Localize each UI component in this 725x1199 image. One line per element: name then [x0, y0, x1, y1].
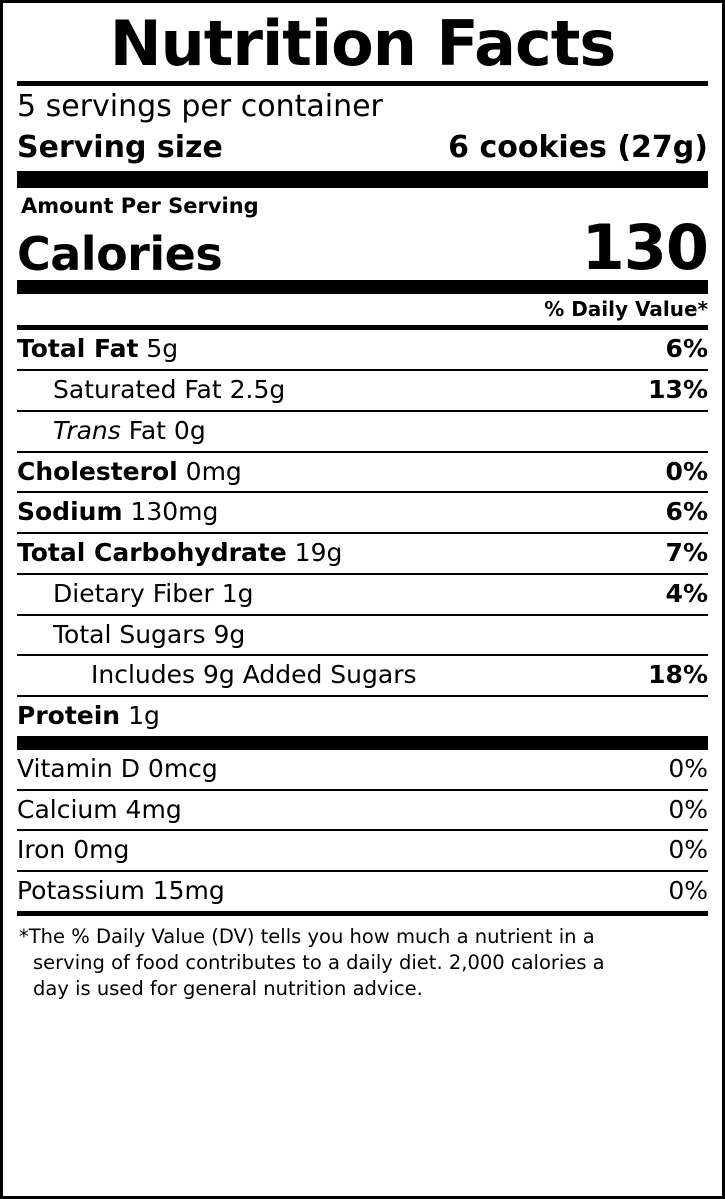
footnote-line-1: *The % Daily Value (DV) tells you how much a nutrient in a — [19, 924, 595, 948]
nutrient-dv: 6% — [665, 334, 708, 364]
calories-label: Calories — [17, 226, 223, 281]
nutrient-amount: 5g — [146, 334, 179, 364]
vitamin-row-vitamin-d — [17, 750, 708, 789]
vitamin-dv: 0% — [668, 753, 708, 783]
nutrient-row-dietary-fiber — [17, 575, 708, 614]
nutrient-name: Total Fat — [17, 334, 139, 364]
calories-row — [17, 210, 708, 284]
nutrient-name: Includes 9g Added Sugars — [91, 660, 417, 690]
nutrient-dv: 0% — [665, 456, 708, 486]
nutrient-row-added-sugars — [17, 656, 708, 695]
nutrient-dv: 6% — [665, 497, 708, 527]
vitamin-dv: 0% — [668, 794, 708, 824]
footnote-line-2: serving of food contributes to a daily diet. 2,000 calories a — [33, 951, 605, 975]
nutrient-name: Dietary Fiber — [53, 578, 214, 608]
nutrient-amount: 19g — [294, 538, 343, 567]
nutrient-name: Trans — [53, 415, 121, 445]
nutrient-amount: 0mg — [185, 456, 242, 486]
footnote-line-3: day is used for general nutrition advice. — [33, 977, 423, 1001]
divider-thick-top — [17, 171, 708, 188]
nutrient-row-trans-fat — [17, 412, 708, 451]
nutrient-row-saturated-fat — [17, 371, 708, 410]
nutrient-name: Total Sugars — [53, 619, 206, 649]
vitamin-name: Iron 0mg — [17, 835, 130, 865]
nutrient-amount: 1g — [221, 578, 254, 608]
vitamin-row-potassium — [17, 872, 708, 911]
vitamin-dv: 0% — [668, 835, 708, 865]
nutrient-row-sodium — [17, 493, 708, 532]
divider-thick-vitamins — [17, 736, 708, 750]
calories-value: 130 — [581, 210, 708, 284]
nutrient-dv: 4% — [665, 578, 708, 608]
servings-per-container: 5 servings per container — [17, 89, 383, 124]
nutrient-row-total-fat — [17, 330, 708, 369]
nutrient-name: Protein — [17, 701, 121, 730]
nutrient-name: Cholesterol — [17, 456, 178, 486]
vitamin-name: Potassium 15mg — [17, 876, 225, 905]
vitamin-name: Calcium 4mg — [17, 794, 182, 824]
nutrient-row-total-sugars — [17, 616, 708, 655]
serving-size-label: Serving size — [17, 129, 223, 165]
nutrient-name: Sodium — [17, 497, 123, 527]
vitamins-section — [17, 750, 708, 911]
nutrient-row-cholesterol — [17, 453, 708, 492]
nutrient-dv: 13% — [648, 375, 708, 404]
nutrient-amount: 2.5g — [229, 375, 286, 404]
nutrient-name: Saturated Fat — [53, 375, 222, 404]
amount-per-serving-label: Amount Per Serving — [21, 193, 259, 218]
nutrient-row-total-carbohydrate — [17, 534, 708, 573]
nutrient-amount: 9g — [213, 619, 246, 649]
nutrient-dv: 18% — [648, 660, 708, 690]
page-title: Nutrition Facts — [109, 7, 616, 80]
serving-size-value: 6 cookies (27g) — [448, 129, 708, 165]
nutrient-amount: 1g — [128, 701, 160, 730]
vitamin-row-calcium — [17, 791, 708, 830]
nutrient-name: Total Carbohydrate — [17, 538, 287, 567]
nutrient-amount: 130mg — [130, 497, 219, 527]
serving-size-row — [17, 128, 708, 171]
vitamin-dv: 0% — [668, 876, 708, 905]
nutrient-row-protein — [17, 697, 708, 736]
nutrient-amount: Fat 0g — [128, 415, 206, 445]
vitamin-row-iron — [17, 831, 708, 870]
vitamin-name: Vitamin D 0mcg — [17, 753, 218, 783]
nutrient-dv: 7% — [665, 538, 708, 567]
daily-value-header: % Daily Value* — [544, 297, 708, 322]
footnote — [17, 916, 708, 1003]
